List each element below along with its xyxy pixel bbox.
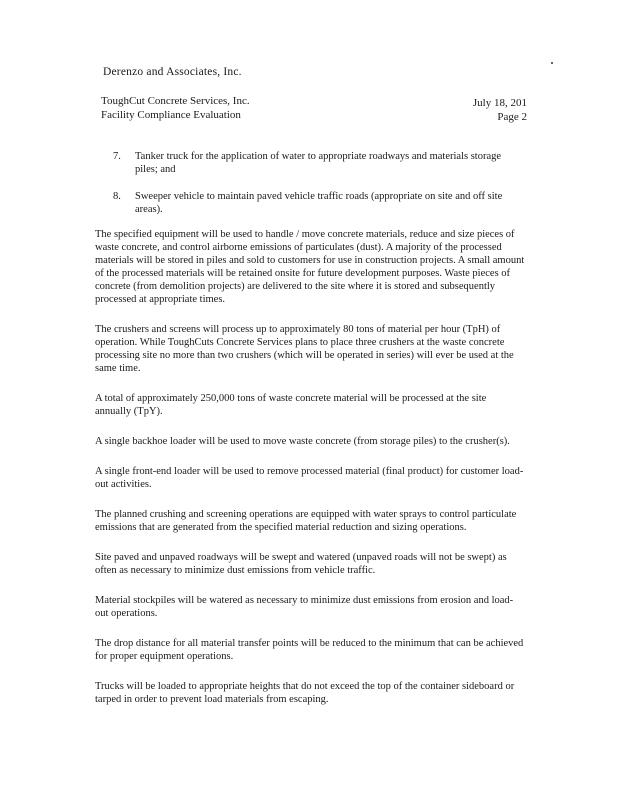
- document-title: Facility Compliance Evaluation: [101, 109, 241, 121]
- list-item-text: Sweeper vehicle to maintain paved vehicle traffic roads (appropriate on site and off site areas).: [135, 191, 503, 215]
- company-name: ToughCut Concrete Services, Inc.: [101, 95, 250, 107]
- paragraph-equipment-use: The specified equipment will be used to handle / move concrete materials, reduce and size pieces of waste concrete, and control airborne emissions of particulates (dust). A majority of the processed materials will be stored in piles and sold to customers for use in construction projects. A small amount of the processed materials will be retained onsite for future development purposes. Waste pieces of concrete (from demolition projects) are delivered to the site where it is stored and subsequently processed at appropriate times.: [95, 229, 525, 305]
- paragraph-front-end-loader: A single front-end loader will be used to remove processed material (final product) for customer load-out activities.: [95, 466, 524, 490]
- equipment-list: [113, 150, 513, 230]
- header-left: [101, 94, 250, 122]
- list-item: [113, 150, 513, 176]
- paragraph-drop-distance: The drop distance for all material transfer points will be reduced to the minimum that can be achieved for proper equipment operations.: [95, 638, 524, 662]
- paragraph-truck-loading: Trucks will be loaded to appropriate heights that do not exceed the top of the container sideboard or tarped in order to prevent load materials from escaping.: [95, 681, 515, 705]
- paragraph-annual-total: A total of approximately 250,000 tons of waste concrete material will be processed at the site annually (TpY).: [95, 393, 487, 417]
- list-item-number: 8.: [113, 191, 121, 202]
- header-right: [473, 96, 527, 124]
- document-body: [95, 228, 525, 723]
- list-item: [113, 190, 513, 216]
- document-date: July 18, 201: [472, 97, 527, 109]
- list-item-text: Tanker truck for the application of water to appropriate roadways and materials storage piles; and: [135, 151, 502, 175]
- scan-artifact-dot: [551, 62, 553, 64]
- paragraph-stockpiles: Material stockpiles will be watered as necessary to minimize dust emissions from erosion and load-out operations.: [95, 595, 514, 619]
- page-number: Page 2: [497, 111, 527, 123]
- paragraph-backhoe: A single backhoe loader will be used to move waste concrete (from storage piles) to the crusher(s).: [95, 436, 510, 447]
- paragraph-crusher-capacity: The crushers and screens will process up to approximately 80 tons of material per hour (TpH) of operation. While ToughCuts Concrete Services plans to place three crushers at the waste concrete processing site no more than two crushers (which will be operated in series) will ever be used at the same time.: [95, 324, 514, 374]
- list-item-number: 7.: [113, 151, 121, 162]
- firm-name: Derenzo and Associates, Inc.: [103, 66, 242, 78]
- paragraph-roadways: Site paved and unpaved roadways will be swept and watered (unpaved roads will not be swept) as often as necessary to minimize dust emissions from vehicle traffic.: [95, 552, 507, 576]
- paragraph-water-sprays: The planned crushing and screening operations are equipped with water sprays to control particulate emissions that are generated from the specified material reduction and sizing operations.: [95, 509, 517, 533]
